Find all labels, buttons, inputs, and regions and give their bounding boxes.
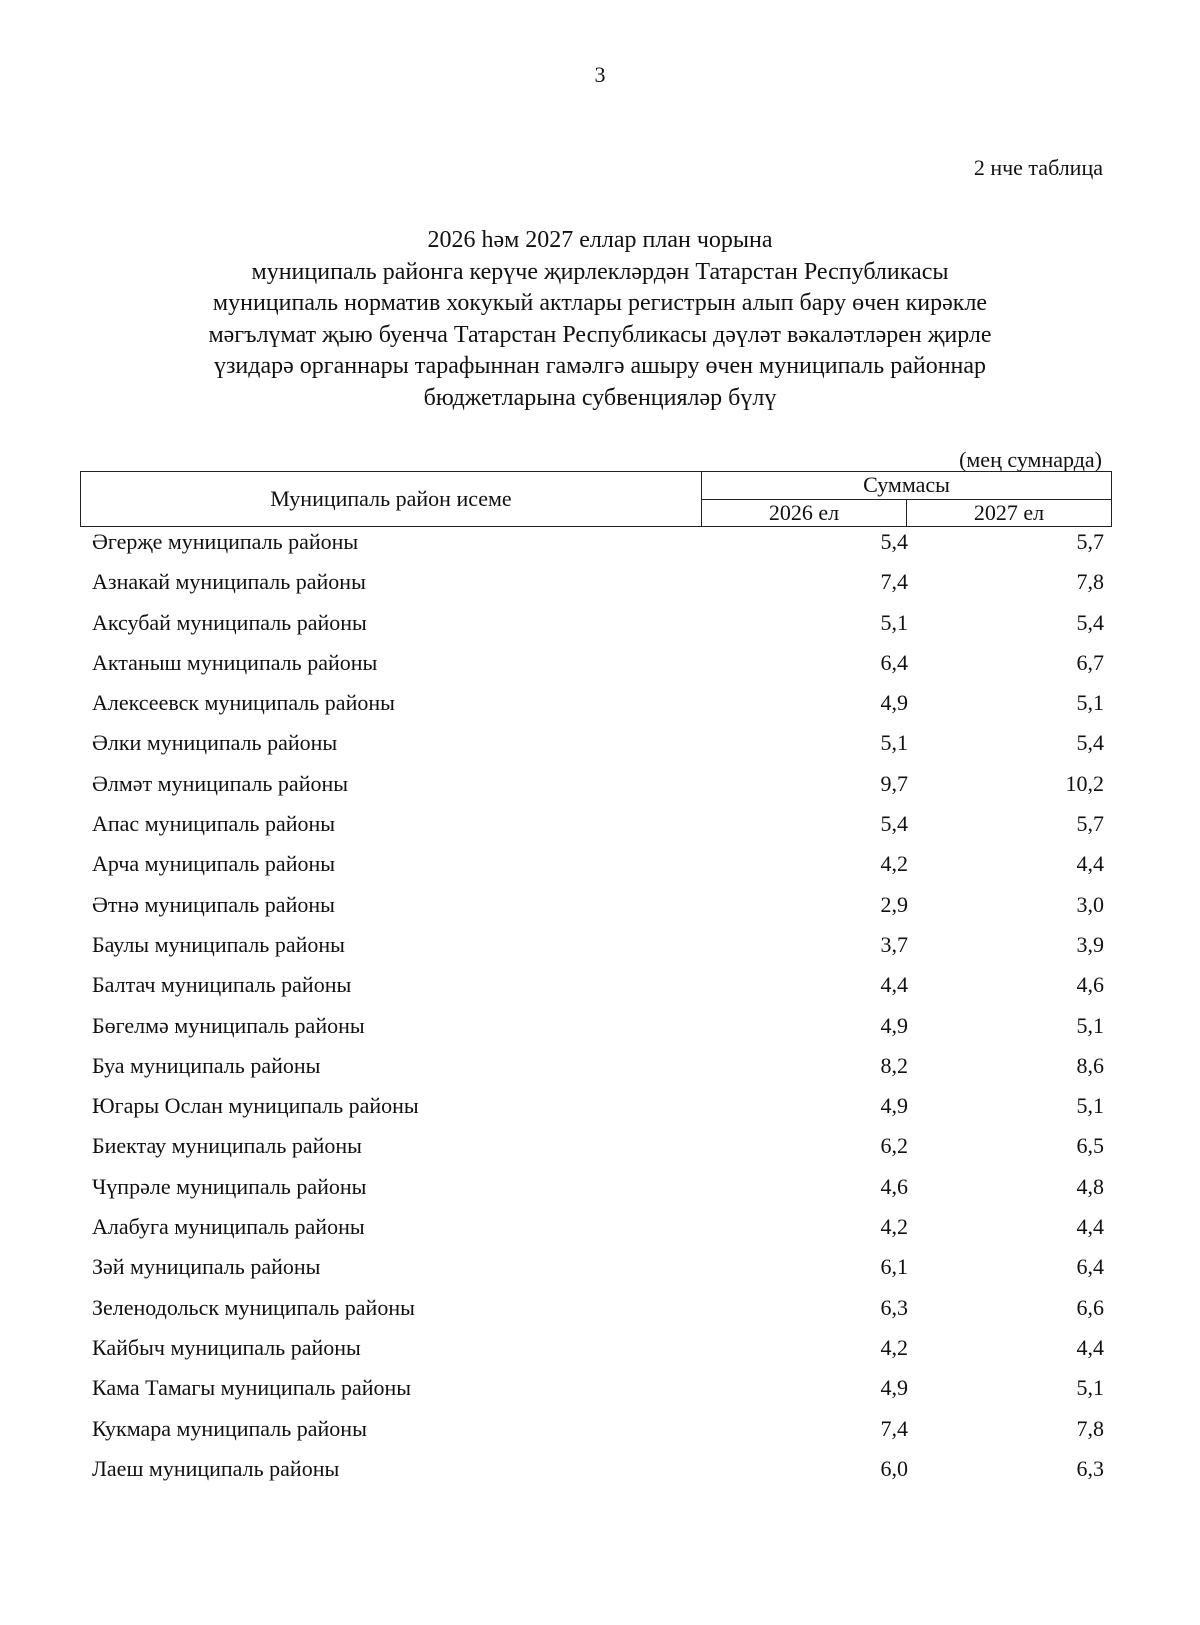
value-2026: 6,3 <box>880 1294 908 1320</box>
value-2027: 6,7 <box>1076 649 1104 675</box>
table-row <box>0 1295 1200 1335</box>
value-2026: 5,1 <box>880 609 908 635</box>
district-name: Кайбыч муниципаль районы <box>92 1334 361 1360</box>
value-2027: 5,4 <box>1076 609 1104 635</box>
header-sum: Суммасы <box>702 472 1112 500</box>
value-2026: 6,2 <box>880 1133 908 1159</box>
table-row <box>0 1456 1200 1496</box>
district-name: Әгерҗе муниципаль районы <box>92 529 359 554</box>
value-2026: 4,4 <box>880 972 908 998</box>
district-name: Буа муниципаль районы <box>92 1052 321 1078</box>
district-name: Алексеевск муниципаль районы <box>92 690 395 716</box>
table-row <box>0 811 1200 851</box>
value-2026: 4,6 <box>880 1173 908 1199</box>
value-2026: 5,1 <box>880 730 908 756</box>
value-2026: 4,2 <box>880 851 908 877</box>
value-2026: 6,1 <box>880 1254 908 1280</box>
value-2026: 7,4 <box>880 569 908 595</box>
value-2027: 5,1 <box>1076 1093 1104 1119</box>
value-2027: 5,1 <box>1076 1012 1104 1038</box>
district-name: Кукмара муниципаль районы <box>92 1415 367 1441</box>
title-line: 2026 һәм 2027 еллар план чорына <box>427 227 773 253</box>
header-year-2026: 2026 ел <box>702 499 907 527</box>
value-2027: 3,0 <box>1076 891 1104 917</box>
district-name: Зәй муниципаль районы <box>92 1254 321 1280</box>
district-name: Арча муниципаль районы <box>92 851 336 877</box>
value-2027: 5,1 <box>1076 1375 1104 1401</box>
district-name: Әлки муниципаль районы <box>92 730 338 756</box>
value-2026: 3,7 <box>880 931 908 957</box>
table-body <box>0 529 1200 1496</box>
value-2027: 5,7 <box>1076 811 1104 837</box>
table-row <box>0 851 1200 891</box>
value-2027: 6,4 <box>1076 1254 1104 1280</box>
value-2027: 8,6 <box>1076 1052 1104 1078</box>
district-name: Алабуга муниципаль районы <box>92 1214 365 1240</box>
district-name: Чүпрәле муниципаль районы <box>92 1173 367 1199</box>
value-2027: 7,8 <box>1076 1415 1104 1441</box>
value-2027: 5,1 <box>1076 690 1104 716</box>
district-name: Югары Ослан муниципаль районы <box>92 1093 419 1119</box>
value-2026: 5,4 <box>880 811 908 837</box>
table-row <box>0 1375 1200 1415</box>
district-name: Бөгелмә муниципаль районы <box>92 1012 365 1038</box>
value-2027: 4,4 <box>1076 1334 1104 1360</box>
table-row <box>0 771 1200 811</box>
value-2026: 4,2 <box>880 1214 908 1240</box>
table-row <box>0 1093 1200 1133</box>
table-row <box>0 569 1200 609</box>
value-2027: 7,8 <box>1076 569 1104 595</box>
value-2026: 7,4 <box>880 1415 908 1441</box>
value-2026: 8,2 <box>880 1052 908 1078</box>
value-2026: 9,7 <box>880 770 908 796</box>
district-name: Әлмәт муниципаль районы <box>92 770 349 796</box>
value-2026: 6,4 <box>880 649 908 675</box>
value-2026: 4,9 <box>880 1012 908 1038</box>
value-2026: 2,9 <box>880 891 908 917</box>
table-row <box>0 932 1200 972</box>
title-line: бюджетларына субвенцияләр бүлү <box>423 384 777 411</box>
table-row <box>0 1013 1200 1053</box>
table-row <box>0 650 1200 690</box>
table-row <box>0 1214 1200 1254</box>
value-2027: 4,4 <box>1076 1214 1104 1240</box>
table-row <box>0 1254 1200 1294</box>
district-name: Азнакай муниципаль районы <box>92 569 366 595</box>
district-name: Зеленодольск муниципаль районы <box>92 1294 415 1320</box>
district-name: Аксубай муниципаль районы <box>92 609 367 635</box>
header-district-name: Муниципаль район исеме <box>81 472 702 527</box>
district-name: Актаныш муниципаль районы <box>92 649 378 675</box>
value-2027: 5,7 <box>1076 529 1104 554</box>
table-header <box>80 471 1112 527</box>
value-2026: 6,0 <box>880 1455 908 1481</box>
document-title <box>100 225 1100 414</box>
title-line: муниципаль норматив хокукый актлары регистрын алып бару өчен кирәкле <box>212 290 988 316</box>
value-2027: 10,2 <box>1065 770 1104 796</box>
district-name: Биектау муниципаль районы <box>92 1133 362 1159</box>
value-2026: 5,4 <box>880 529 908 554</box>
district-name: Баулы муниципаль районы <box>92 931 345 957</box>
table-row <box>0 1416 1200 1456</box>
table-row <box>0 1133 1200 1173</box>
table-row <box>0 529 1200 569</box>
units-note: (мең сумнарда) <box>959 447 1102 472</box>
value-2026: 4,2 <box>880 1334 908 1360</box>
table-row <box>0 690 1200 730</box>
district-name: Апас муниципаль районы <box>92 811 336 837</box>
title-line: мәгълүмат җыю буенча Татарстан Республикасы дәүләт вәкаләтләрен җирле <box>208 321 992 348</box>
value-2027: 6,6 <box>1076 1294 1104 1320</box>
value-2026: 4,9 <box>880 1093 908 1119</box>
value-2026: 4,9 <box>880 1375 908 1401</box>
value-2026: 4,9 <box>880 690 908 716</box>
table-row <box>0 730 1200 770</box>
district-name: Әтнә муниципаль районы <box>92 891 335 917</box>
district-name: Лаеш муниципаль районы <box>92 1455 340 1481</box>
table-row <box>0 1053 1200 1093</box>
table-row <box>0 972 1200 1012</box>
table-label: 2 нче таблица <box>973 155 1103 180</box>
value-2027: 6,5 <box>1076 1133 1104 1159</box>
value-2027: 4,6 <box>1076 972 1104 998</box>
title-line: муниципаль районга керүче җирлекләрдән Татарстан Республикасы <box>251 258 949 285</box>
table-row <box>0 892 1200 932</box>
value-2027: 4,4 <box>1076 851 1104 877</box>
page-number: 3 <box>594 62 606 87</box>
value-2027: 5,4 <box>1076 730 1104 756</box>
district-name: Кама Тамагы муниципаль районы <box>92 1375 412 1401</box>
table-row <box>0 1335 1200 1375</box>
table-row <box>0 610 1200 650</box>
value-2027: 3,9 <box>1076 931 1104 957</box>
district-name: Балтач муниципаль районы <box>92 972 352 998</box>
table-row <box>0 1174 1200 1214</box>
value-2027: 4,8 <box>1076 1173 1104 1199</box>
title-line: үзидарә органнары тарафыннан гамәлгә ашыру өчен муниципаль районнар <box>213 353 987 379</box>
value-2027: 6,3 <box>1076 1455 1104 1481</box>
header-year-2027: 2027 ел <box>907 499 1112 527</box>
